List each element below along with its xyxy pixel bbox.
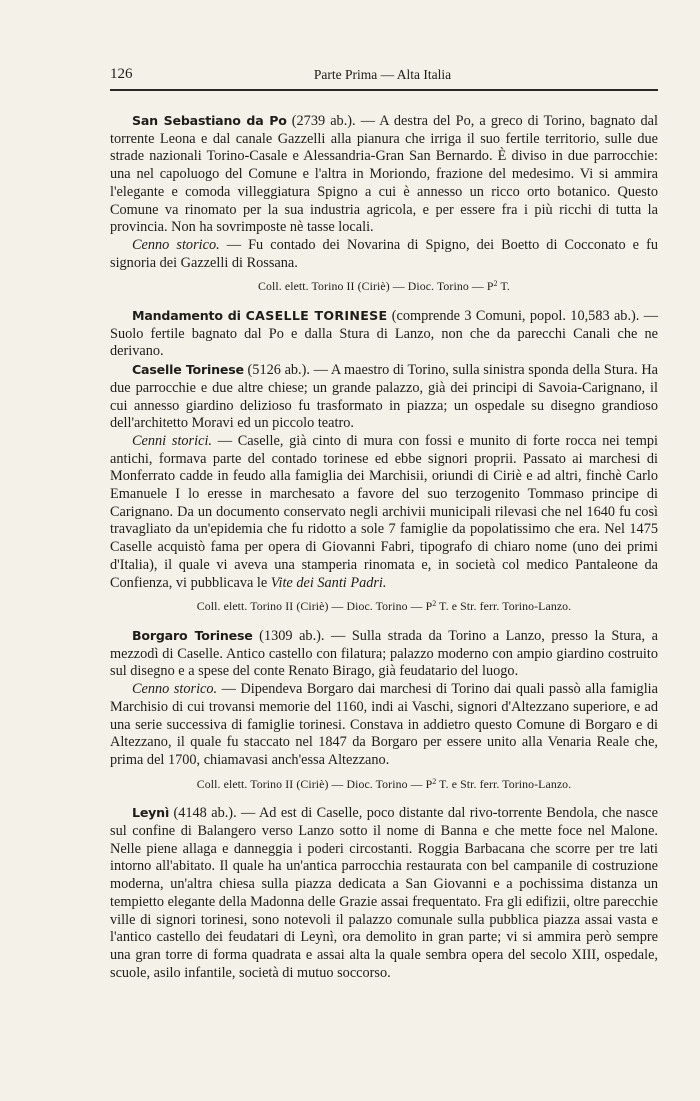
- mandamento-heading-name: CASELLE TORINESE: [245, 308, 388, 324]
- history-paragraph: [110, 681, 658, 770]
- entry-paragraph: [110, 804, 658, 982]
- entry-heading: Leynì: [132, 805, 170, 821]
- electoral-note-suffix: T. e Str. ferr. Torino-Lanzo.: [436, 776, 572, 791]
- entry-heading: Caselle Torinese: [132, 362, 244, 378]
- entry-text: (2739 ab.). — A destra del Po, a greco di Torino, bagnato dal torrente Leona e dal canale Gazzelli alla pianura che irriga il suo fertile territorio, sulle due strade nazionali Torino-Casale e Alessandria-Gran San Bernardo. È diviso in due parrocchie: una nel capoluogo del Comune e l'altra in Moriondo, frazione del medesimo. Vi si ammira l'elegante e comoda villeggiatura Spigno a cui è annesso un ricco orto botanico. Questo Comune va rinomato per la sua industria agricola, e per essere fra i più ricchi di tutta la provincia. Non ha sovrimposte nè tasse locali.: [110, 113, 658, 236]
- electoral-note: [110, 278, 658, 296]
- entry-borgaro-torinese: [110, 627, 658, 793]
- history-text: — Caselle, già cinto di mura con fossi e munito di forte rocca nei tempi antichi, formava parte del contado torinese ed ebbe signori proprii. Passato ai marchesi di Monferrato cadde in feudo alla famiglia dei Marchisii, oriundi di Ciriè e ad altri, finchè Carlo Emanuele I lo eresse in marchesato a favore del suo terzogenito Tommaso principe di Carignano. Da un documento conservato negli archivii municipali rilevasi che nel 1640 fu così travagliato da un'epidemia che fu ridotto a sole 7 famiglie da popolatissimo che era. Nel 1475 Caselle acquistò fama per opera di Giovanni Fabri, tipografo di chiaro nome (uno dei primi d'Italia), il quale vi aveva una stamperia rinomata e, in società col medico Pantaleone da Confienza, vi pubblicava le: [110, 432, 659, 591]
- electoral-note: [110, 598, 658, 616]
- history-paragraph: [110, 237, 658, 272]
- entry-caselle-torinese: [110, 361, 658, 616]
- entry-paragraph: [110, 112, 658, 237]
- electoral-note-sup: 2: [493, 279, 498, 289]
- entry-paragraph: [110, 361, 658, 433]
- history-label: Cenni storici.: [132, 432, 212, 449]
- electoral-note-suffix: T.: [497, 279, 510, 294]
- electoral-note-prefix: Coll. elett. Torino II (Ciriè) — Dioc. Torino — P: [196, 599, 433, 614]
- page-number: 126: [110, 66, 133, 82]
- electoral-note-sup: 2: [432, 776, 437, 786]
- entry-heading: Borgaro Torinese: [132, 627, 253, 643]
- entry-san-sebastiano: [110, 112, 658, 296]
- entry-paragraph: [110, 307, 658, 361]
- electoral-note-prefix: Coll. elett. Torino II (Ciriè) — Dioc. Torino — P: [258, 279, 494, 294]
- history-italic-title: Vite dei Santi Padri.: [270, 574, 387, 591]
- running-title: Parte Prima — Alta Italia: [313, 67, 452, 82]
- entry-text: (5126 ab.). — A maestro di Torino, sulla sinistra sponda della Stura. Ha due parrocchie e due altre chiese; un grande palazzo, già dei principi di Savoia-Carignano, il cui annesso giardino delizioso fu trasformato in piazza; un ospedale su disegno grandioso dell'architetto Moravi ed un piccolo teatro.: [110, 362, 658, 432]
- electoral-note-prefix: Coll. elett. Torino II (Ciriè) — Dioc. Torino — P: [196, 776, 433, 791]
- electoral-note-sup: 2: [432, 599, 437, 609]
- entry-mandamento-caselle: [110, 307, 658, 361]
- history-label: Cenno storico.: [132, 681, 218, 698]
- entry-heading: San Sebastiano da Po: [132, 113, 287, 128]
- history-label: Cenno storico.: [132, 236, 220, 253]
- entry-text: (comprende 3 Comuni, popol. 10,583 ab.). — Suolo fertile bagnato dal Po e dalla Stura di Lanzo, non che da parecchi Canali che ne derivano.: [110, 308, 658, 360]
- mandamento-heading-prefix: Mandamento di: [132, 308, 246, 324]
- history-text: — Fu contado dei Novarina di Spigno, dei Boetto di Cocconato e fu signoria dei Gazzelli di Rossana.: [110, 236, 658, 271]
- history-paragraph: [110, 433, 658, 592]
- electoral-note: [110, 776, 658, 794]
- entry-text: (1309 ab.). — Sulla strada da Torino a Lanzo, presso la Stura, a mezzodì di Caselle. Antico castello con filatura; palazzo moderno con ampio giardino costruito sul disegno e a spese del conte Renato Birago, già feudatario del luogo.: [110, 627, 658, 680]
- entry-text: (4148 ab.). — Ad est di Caselle, poco distante dal rivo-torrente Bendola, che nasce sul confine di Balangero verso Lanzo sotto il nome di Banna e che mette foce nel Malone. Nelle piene allaga e danneggia i poderi circostanti. Roggia Barbacana che scorre per tre lati intorno all'abitato. Il quale ha un'antica parrocchia restaurata con bel campanile di costruzione moderna, un'altra chiesa sulla piazza dedicata a San Giovanni e a pochissima distanza un tempietto elegante della Madonna delle Grazie assai frequentato. Fra gli edifizii, oltre parecchie ville di signori torinesi, sono notevoli il palazzo comunale sulla pubblica piazza assai vasta e l'antico castello dei feudatari di Leynì, ora demolito in gran parte; vi si ammira però sempre una gran torre di forma quadrata e assai alta la quale sembra opera del secolo XIII, ospedale, scuole, asilo infantile, società di mutuo soccorso.: [110, 805, 658, 981]
- history-text: — Dipendeva Borgaro dai marchesi di Torino dai quali passò alla famiglia Marchisio di cui trovansi memorie del 1160, indi ai Vaschi, signori d'Altezzano superiore, e ad una serie successiva di famiglie torinesi. Constava in addietro questo Comune di Borgaro e di Altezzano, il quale fu staccato nel 1847 da Borgaro per essere unito alla Venaria Reale che, prima del 1700, chiamavasi anch'essa Altezzano.: [110, 681, 658, 768]
- page-body: [110, 112, 658, 982]
- electoral-note-suffix: T. e Str. ferr. Torino-Lanzo.: [436, 599, 572, 614]
- running-head: [110, 66, 655, 88]
- header-rule: [110, 89, 658, 91]
- entry-paragraph: [110, 627, 658, 681]
- entry-leyni: [110, 804, 658, 982]
